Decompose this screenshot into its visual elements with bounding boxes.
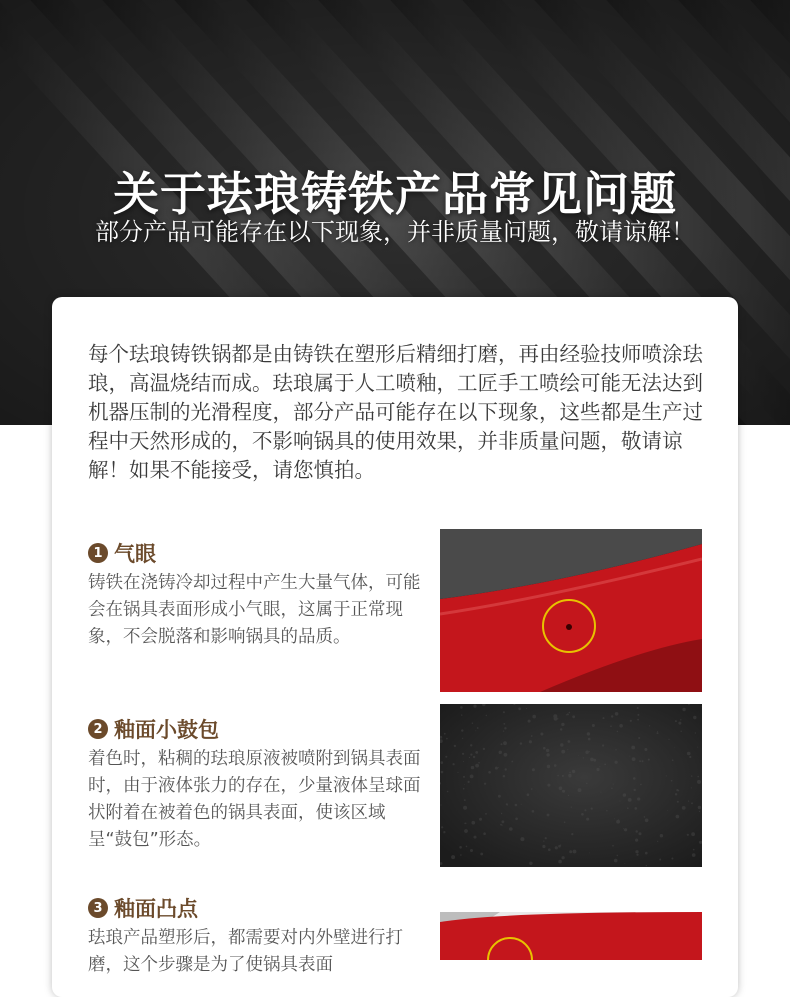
number-badge-icon: 1 (88, 543, 108, 563)
texture-speck (547, 765, 550, 768)
texture-speck (457, 772, 458, 773)
texture-speck (554, 764, 557, 767)
texture-speck (473, 705, 476, 708)
texture-speck (619, 724, 623, 728)
glaze-dot-photo (440, 912, 702, 960)
section-title-air-hole (88, 538, 156, 568)
texture-speck (671, 858, 673, 860)
texture-speck (691, 832, 695, 836)
texture-speck (503, 723, 505, 725)
texture-speck (671, 780, 673, 782)
texture-speck (503, 731, 504, 732)
section-title-glaze-bubble (88, 714, 219, 744)
texture-speck (547, 784, 550, 787)
texture-speck (624, 828, 627, 831)
texture-speck (586, 783, 587, 784)
texture-speck (581, 813, 584, 816)
texture-speck (526, 708, 527, 709)
texture-speck (465, 823, 467, 825)
texture-speck (504, 727, 506, 729)
texture-speck (545, 837, 547, 839)
section-title-text: 釉面凸点 (114, 897, 198, 921)
texture-speck (500, 824, 502, 826)
texture-speck (444, 833, 445, 834)
texture-speck (687, 752, 691, 756)
texture-speck (464, 784, 465, 785)
texture-speck (567, 713, 569, 715)
texture-speck (631, 746, 635, 750)
texture-speck (480, 853, 483, 856)
texture-speck (462, 738, 463, 739)
texture-speck (447, 791, 449, 793)
texture-speck (509, 827, 513, 831)
texture-speck (478, 762, 480, 764)
texture-speck (625, 863, 626, 864)
texture-speck (611, 788, 612, 789)
texture-speck (695, 732, 696, 733)
section-body-air-hole: 铸铁在浇铸冷却过程中产生大量气体，可能会在锅具表面形成小气眼，这属于正常现象，不会脱落和影响锅具的品质。 (88, 573, 421, 647)
number-badge-icon: 2 (88, 719, 108, 739)
texture-speck (569, 772, 571, 774)
texture-speck (691, 775, 692, 776)
texture-speck (681, 731, 682, 732)
texture-speck (623, 828, 624, 829)
texture-speck (585, 751, 588, 754)
texture-speck (495, 767, 498, 770)
texture-speck (445, 756, 447, 758)
texture-speck (697, 776, 699, 778)
texture-speck (590, 758, 594, 762)
texture-speck (503, 775, 505, 777)
texture-speck (569, 775, 572, 778)
texture-speck (557, 775, 559, 777)
texture-speck (572, 770, 575, 773)
texture-speck (441, 761, 444, 764)
texture-speck (587, 732, 590, 735)
texture-speck (561, 723, 564, 726)
texture-speck (633, 777, 636, 780)
texture-speck (675, 720, 677, 722)
texture-speck (628, 798, 632, 802)
section-title-glaze-dot (88, 893, 198, 923)
texture-speck (644, 748, 647, 751)
texture-speck (469, 757, 470, 758)
texture-speck (561, 750, 565, 754)
texture-speck (599, 766, 600, 767)
texture-speck (463, 776, 465, 778)
texture-speck (610, 725, 612, 727)
texture-speck (548, 848, 551, 851)
texture-speck (511, 761, 513, 763)
texture-speck (645, 852, 648, 855)
texture-speck (644, 816, 645, 817)
texture-speck (446, 738, 448, 740)
texture-speck (675, 793, 677, 795)
texture-speck (562, 856, 565, 859)
texture-speck (614, 818, 615, 819)
texture-speck (618, 819, 619, 820)
texture-speck (505, 768, 507, 770)
texture-speck (613, 784, 614, 785)
texture-speck (464, 829, 468, 833)
texture-speck (569, 850, 572, 853)
texture-speck (578, 755, 579, 756)
texture-speck (593, 759, 596, 762)
texture-speck (546, 753, 549, 756)
texture-speck (518, 707, 521, 710)
texture-speck (635, 807, 638, 810)
texture-speck (440, 804, 441, 805)
texture-speck (586, 818, 589, 821)
texture-speck (591, 808, 593, 810)
texture-speck (461, 714, 462, 715)
texture-speck (463, 806, 467, 810)
texture-speck (532, 768, 535, 771)
texture-speck (531, 735, 533, 737)
texture-speck (615, 761, 618, 764)
section-title-text: 气眼 (114, 542, 156, 566)
texture-speck (630, 756, 631, 757)
texture-speck (657, 841, 658, 842)
air-hole-photo (440, 529, 702, 692)
texture-speck (555, 846, 558, 849)
texture-speck (560, 728, 562, 730)
texture-speck (635, 839, 638, 842)
texture-speck (470, 754, 472, 756)
texture-speck (483, 832, 486, 835)
texture-speck (637, 797, 640, 800)
page-subtitle: 部分产品可能存在以下现象，并非质量问题，敬请谅解！ (95, 218, 695, 246)
texture-speck (463, 788, 465, 790)
texture-speck (571, 833, 573, 835)
intro-paragraph: 每个珐琅铸铁锅都是由铸铁在塑形后精细打磨，再由经验技师喷涂珐琅，高温烧结而成。珐琅属于人工喷釉，工匠手工喷绘可能无法达到机器压制的光滑程度，部分产品可能存在以下现象，这些都是生产过程中天然形成的，不影响锅具的使用效果，并非质量问题，敬请谅解！如果不能接受，请您慎拍。 (88, 342, 703, 482)
texture-speck (502, 820, 505, 823)
texture-speck (689, 756, 691, 758)
texture-speck (659, 859, 661, 861)
texture-speck (470, 744, 472, 746)
texture-speck (542, 845, 545, 848)
texture-speck (619, 801, 620, 802)
texture-speck (499, 752, 501, 754)
texture-speck (640, 784, 642, 786)
texture-speck (697, 780, 701, 784)
texture-speck (472, 821, 476, 825)
texture-speck (697, 747, 698, 748)
texture-speck (454, 745, 456, 747)
texture-speck (648, 759, 650, 761)
texture-speck (501, 743, 503, 745)
texture-speck (701, 706, 702, 707)
texture-speck (475, 764, 479, 768)
texture-speck (639, 832, 642, 835)
section-body-glaze-dot: 珐琅产品塑形后，都需要对内外壁进行打磨，这个步骤是为了使锅具表面 (88, 928, 403, 975)
texture-speck (615, 712, 619, 716)
texture-speck (507, 804, 508, 805)
texture-speck (475, 751, 478, 754)
texture-speck (531, 788, 533, 790)
texture-speck (680, 719, 681, 720)
texture-speck (678, 790, 680, 792)
texture-speck (571, 807, 572, 808)
texture-speck (627, 807, 629, 809)
texture-speck (688, 801, 689, 802)
texture-speck (474, 836, 477, 839)
texture-speck (453, 763, 455, 765)
page-title: 关于珐琅铸铁产品常见问题 (113, 167, 677, 221)
texture-speck (676, 815, 680, 819)
texture-speck (603, 717, 605, 719)
texture-speck (520, 742, 522, 744)
texture-speck (543, 747, 546, 750)
texture-speck (560, 743, 563, 746)
texture-speck (498, 795, 501, 798)
texture-speck (501, 813, 502, 814)
texture-speck (645, 819, 649, 823)
texture-speck (485, 813, 487, 815)
texture-speck (504, 753, 508, 757)
texture-speck (572, 715, 575, 718)
texture-speck (503, 741, 507, 745)
texture-speck (698, 806, 701, 809)
texture-speck (466, 846, 468, 848)
texture-speck (498, 767, 499, 768)
texture-speck (568, 795, 569, 796)
texture-speck (543, 841, 544, 842)
texture-speck (573, 850, 577, 854)
texture-speck (484, 783, 486, 785)
texture-speck (568, 740, 571, 743)
texture-speck (569, 712, 571, 714)
texture-speck (468, 781, 470, 783)
texture-speck (464, 799, 466, 801)
texture-speck (462, 753, 464, 755)
texture-speck (540, 733, 543, 736)
texture-speck (611, 715, 613, 717)
texture-speck (567, 749, 568, 750)
texture-speck (483, 748, 485, 750)
texture-speck (691, 802, 693, 804)
texture-speck (637, 719, 639, 721)
texture-speck (451, 855, 455, 859)
texture-speck (674, 747, 675, 748)
texture-speck (635, 850, 638, 853)
texture-speck (486, 715, 487, 716)
texture-speck (441, 826, 443, 828)
texture-speck (558, 860, 562, 864)
section-title-text: 釉面小鼓包 (114, 718, 219, 742)
texture-speck (657, 732, 659, 734)
texture-speck (566, 714, 567, 715)
glaze-bubble-photo (440, 704, 702, 867)
texture-speck (677, 801, 679, 803)
texture-speck (596, 768, 599, 771)
texture-speck (614, 859, 618, 863)
texture-speck (562, 775, 564, 777)
texture-speck (477, 727, 479, 729)
texture-speck (617, 731, 618, 732)
texture-speck (687, 834, 689, 836)
texture-speck (636, 854, 638, 856)
texture-speck (649, 725, 650, 726)
texture-speck (584, 809, 586, 811)
texture-speck (682, 806, 686, 810)
texture-speck (515, 818, 518, 821)
texture-speck (470, 849, 473, 852)
texture-speck (479, 818, 482, 821)
texture-speck (592, 724, 595, 727)
texture-speck (564, 821, 566, 823)
texture-speck (553, 714, 557, 718)
texture-speck (637, 707, 639, 709)
texture-speck (691, 787, 692, 788)
texture-speck (634, 789, 636, 791)
texture-speck (630, 720, 632, 722)
texture-speck (547, 814, 550, 817)
texture-speck (459, 846, 462, 849)
texture-speck (646, 865, 647, 866)
texture-speck (672, 759, 674, 761)
texture-speck (461, 729, 463, 731)
texture-speck (699, 811, 700, 812)
texture-speck (472, 723, 473, 724)
texture-speck (532, 715, 536, 719)
texture-speck (521, 804, 522, 805)
texture-speck (560, 845, 561, 846)
texture-speck (488, 771, 491, 774)
texture-speck (589, 853, 590, 854)
texture-speck (559, 786, 563, 790)
texture-speck (615, 749, 616, 750)
texture-speck (471, 766, 474, 769)
texture-speck (463, 761, 464, 762)
texture-speck (473, 756, 475, 758)
texture-speck (678, 722, 681, 725)
texture-speck (532, 810, 535, 813)
texture-speck (583, 757, 584, 758)
texture-speck (515, 804, 518, 807)
texture-speck (588, 738, 591, 741)
texture-speck (546, 749, 549, 752)
texture-speck (616, 820, 620, 824)
texture-speck (578, 788, 582, 792)
texture-speck (666, 775, 667, 776)
texture-speck (660, 834, 663, 837)
texture-speck (441, 771, 444, 774)
texture-speck (444, 733, 446, 735)
texture-speck (668, 739, 669, 740)
texture-speck (604, 764, 606, 766)
texture-speck (528, 720, 531, 723)
texture-speck (639, 760, 641, 762)
texture-speck (693, 849, 695, 851)
texture-speck (460, 854, 462, 856)
texture-speck (529, 740, 532, 743)
texture-speck (520, 837, 524, 841)
texture-speck (682, 708, 685, 711)
texture-speck (636, 830, 638, 832)
texture-speck (642, 760, 644, 762)
texture-speck (617, 855, 618, 856)
texture-speck (667, 810, 668, 811)
texture-speck (623, 793, 626, 796)
texture-speck (637, 714, 639, 716)
texture-speck (693, 716, 696, 719)
texture-speck (558, 718, 559, 719)
texture-speck (460, 706, 463, 709)
texture-speck (600, 792, 601, 793)
texture-speck (470, 775, 474, 779)
texture-speck (657, 731, 658, 732)
texture-speck (527, 793, 530, 796)
texture-speck (692, 853, 696, 857)
texture-speck (638, 737, 640, 739)
number-badge-icon: 3 (88, 898, 108, 918)
texture-speck (503, 711, 505, 713)
texture-speck (612, 845, 614, 847)
texture-speck (562, 790, 565, 793)
section-body-glaze-bubble: 着色时，粘稠的珐琅原液被喷附到锅具表面时，由于液体张力的存在，少量液体呈球面状附着在被着色的锅具表面，使该区域呈“鼓包”形态。 (88, 749, 421, 850)
texture-speck (589, 751, 590, 752)
texture-speck (475, 730, 476, 731)
texture-speck (529, 862, 532, 865)
texture-speck (606, 810, 607, 811)
texture-speck (632, 757, 636, 761)
texture-speck (602, 744, 604, 746)
